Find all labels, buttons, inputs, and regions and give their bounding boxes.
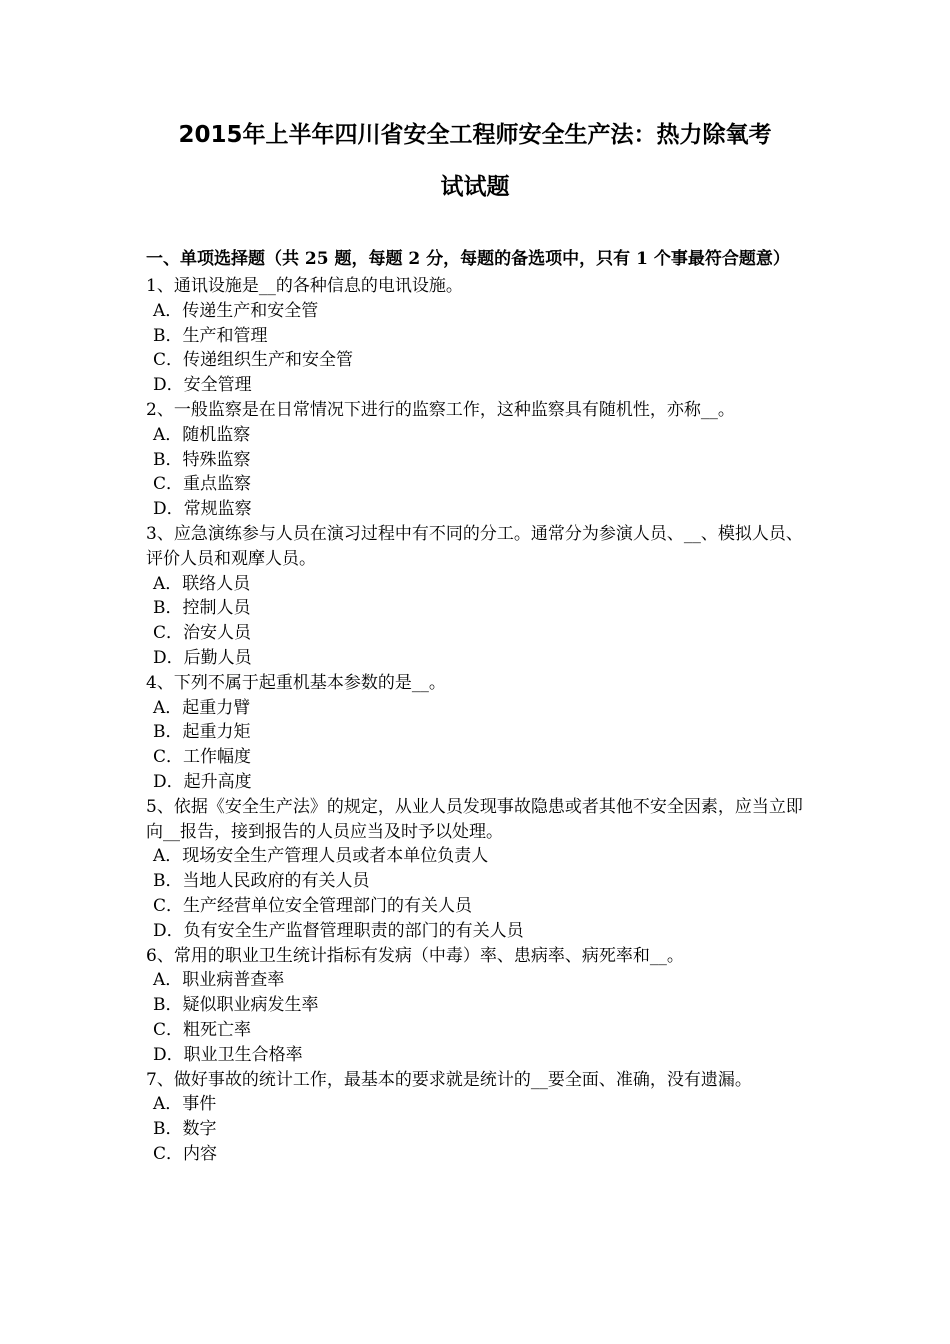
option-c: C．粗死亡率 — [153, 1019, 252, 1040]
question-text: 2、一般监察是在日常情况下进行的监察工作，这种监察具有随机性，亦称__。 — [146, 399, 735, 420]
option-b: B．特殊监察 — [153, 449, 251, 470]
question-3 — [146, 522, 810, 671]
question-text: 3、应急演练参与人员在演习过程中有不同的分工。通常分为参演人员、__、模拟人员、评价人员和观摩人员。 — [146, 523, 803, 569]
question-text: 4、下列不属于起重机基本参数的是__。 — [146, 672, 446, 693]
option-d: D．安全管理 — [153, 375, 252, 396]
section-heading: 一、单项选择题（共 25 题，每题 2 分，每题的备选项中，只有 1 个事最符合题意） — [146, 249, 790, 269]
option-d: D．常规监察 — [153, 499, 252, 520]
option-a: A．现场安全生产管理人员或者本单位负责人 — [153, 846, 489, 867]
option-b: B．生产和管理 — [153, 325, 268, 346]
option-c: C．工作幅度 — [153, 747, 252, 768]
option-d: D．负有安全生产监督管理职责的部门的有关人员 — [153, 920, 524, 941]
question-4 — [146, 671, 810, 795]
option-b: B．控制人员 — [153, 598, 251, 619]
option-b: B．起重力矩 — [153, 722, 251, 743]
question-7 — [146, 1068, 810, 1167]
option-a: A．传递生产和安全管 — [153, 300, 319, 321]
question-6 — [146, 944, 810, 1068]
document-title-line-2: 试试题 — [440, 174, 510, 200]
question-2 — [146, 398, 810, 522]
option-a: A．起重力臂 — [153, 697, 251, 718]
option-b: B．疑似职业病发生率 — [153, 995, 319, 1016]
option-c: C．重点监察 — [153, 474, 252, 495]
option-a: A．事件 — [153, 1094, 217, 1115]
option-d: D．起升高度 — [153, 771, 252, 792]
question-text: 1、通讯设施是__的各种信息的电讯设施。 — [146, 276, 463, 296]
option-a: A．随机监察 — [153, 424, 251, 445]
option-d: D．后勤人员 — [153, 647, 252, 668]
question-text: 5、依据《安全生产法》的规定，从业人员发现事故隐患或者其他不安全因素，应当立即向__报告，接到报告的人员应当及时予以处理。 — [146, 796, 803, 842]
option-b: B．当地人民政府的有关人员 — [153, 871, 370, 892]
option-a: A．职业病普查率 — [153, 970, 285, 991]
question-text: 6、常用的职业卫生统计指标有发病（中毒）率、患病率、病死率和__。 — [146, 945, 684, 966]
option-d: D．职业卫生合格率 — [153, 1044, 303, 1065]
option-c: C．生产经营单位安全管理部门的有关人员 — [153, 895, 473, 916]
question-5 — [146, 795, 810, 944]
option-b: B．数字 — [153, 1119, 217, 1140]
option-c: C．治安人员 — [153, 623, 252, 644]
document-title-line-1: 2015年上半年四川省安全工程师安全生产法：热力除氧考 — [178, 122, 772, 148]
document-body — [146, 248, 810, 1167]
option-c: C．内容 — [153, 1143, 218, 1164]
question-text: 7、做好事故的统计工作，最基本的要求就是统计的__要全面、准确，没有遗漏。 — [146, 1069, 752, 1090]
option-c: C．传递组织生产和安全管 — [153, 350, 354, 371]
option-a: A．联络人员 — [153, 573, 251, 594]
question-1 — [146, 274, 810, 398]
